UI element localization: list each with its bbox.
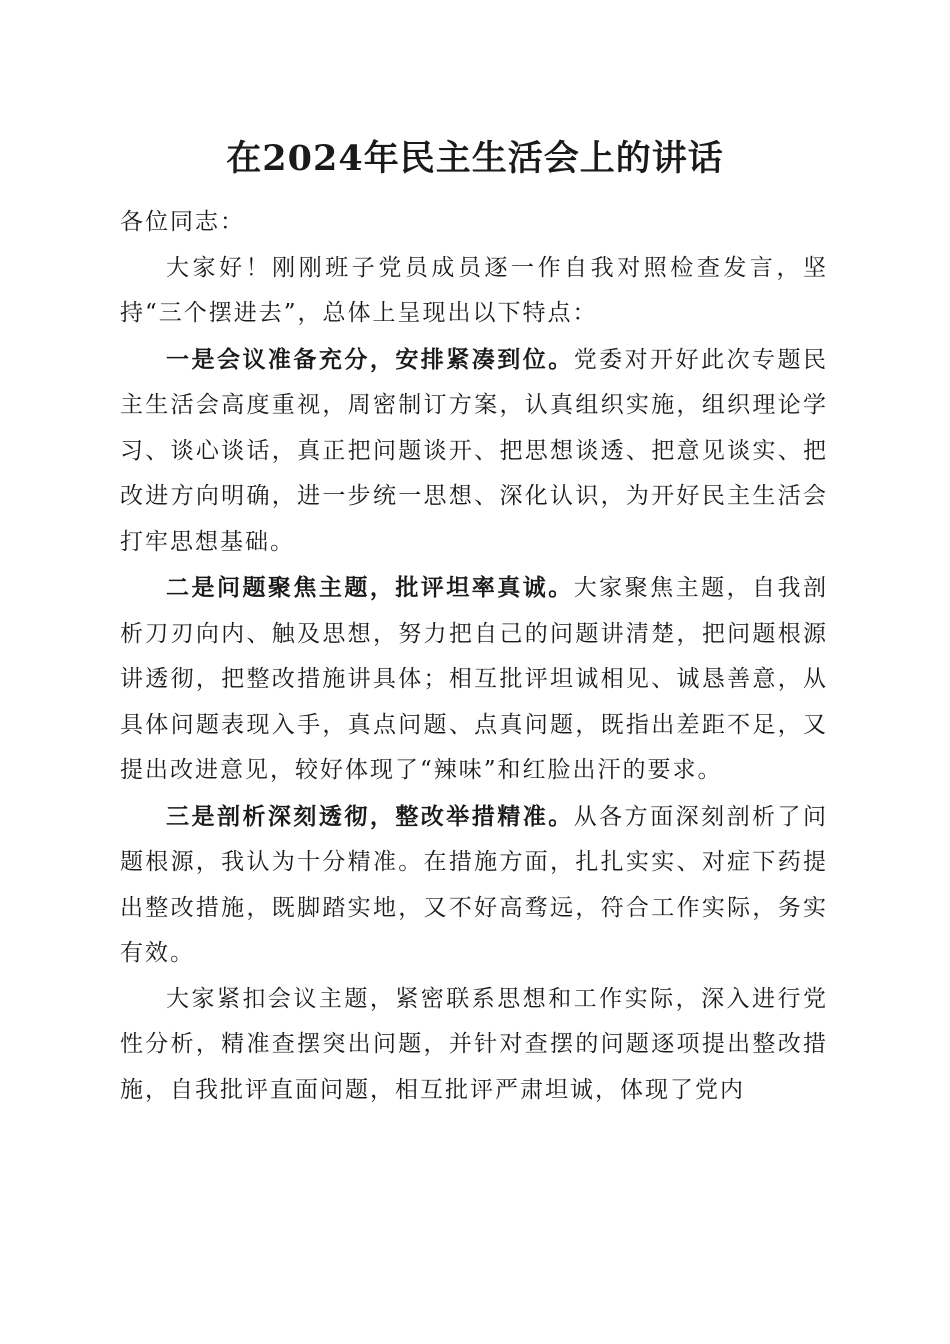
document-title: 在2024年民主生活会上的讲话 [226,138,724,179]
salutation: 各位同志： [120,209,245,235]
paragraph-text: 党委对开好此次专题民主生活会高度重视，周密制订方案，认真组织实施，组织理论学习、谈心谈话，真正把问题谈开、把思想谈透、把意见谈实、把改进方向明确，进一步统一思想、深化认识，为开好民主生活会打牢思想基础。 [120,346,829,555]
paragraph-text: 大家紧扣会议主题，紧密联系思想和工作实际，深入进行党性分析，精准查摆突出问题，并针对查摆的问题逐项提出整改措施，自我批评直面问题，相互批评严肃坦诚，体现了党内 [120,985,828,1103]
paragraph-summary [120,977,828,1114]
paragraph-lead: 一是会议准备充分，安排紧凑到位。 [166,345,574,373]
document-body [120,200,828,1113]
paragraph-text: 大家聚焦主题，自我剖析刀刃向内、触及思想，努力把自己的问题讲清楚，把问题根源讲透彻，把整改措施讲具体；相互批评坦诚相见、诚恳善意，从具体问题表现入手，真点问题、点真问题，既指出差距不足，又提出改进意见，较好体现了“辣味”和红脸出汗的要求。 [120,575,829,783]
paragraph-greeting [120,246,828,337]
paragraph-lead: 三是剖析深刻透彻，整改举措精准。 [166,802,574,830]
paragraph-point-2 [120,565,828,794]
paragraph-point-1 [120,337,828,566]
paragraph-lead: 二是问题聚焦主题，批评坦率真诚。 [166,574,574,601]
paragraph-text: 大家好！刚刚班子党员成员逐一作自我对照检查发言，坚持“三个摆进去”，总体上呈现出以下特点： [120,254,828,326]
paragraph-point-3 [120,794,828,977]
paragraph-text: 从各方面深刻剖析了问题根源，我认为十分精准。在措施方面，扎扎实实、对症下药提出整改措施，既脚踏实地，又不好高骛远，符合工作实际，务实有效。 [120,803,829,966]
